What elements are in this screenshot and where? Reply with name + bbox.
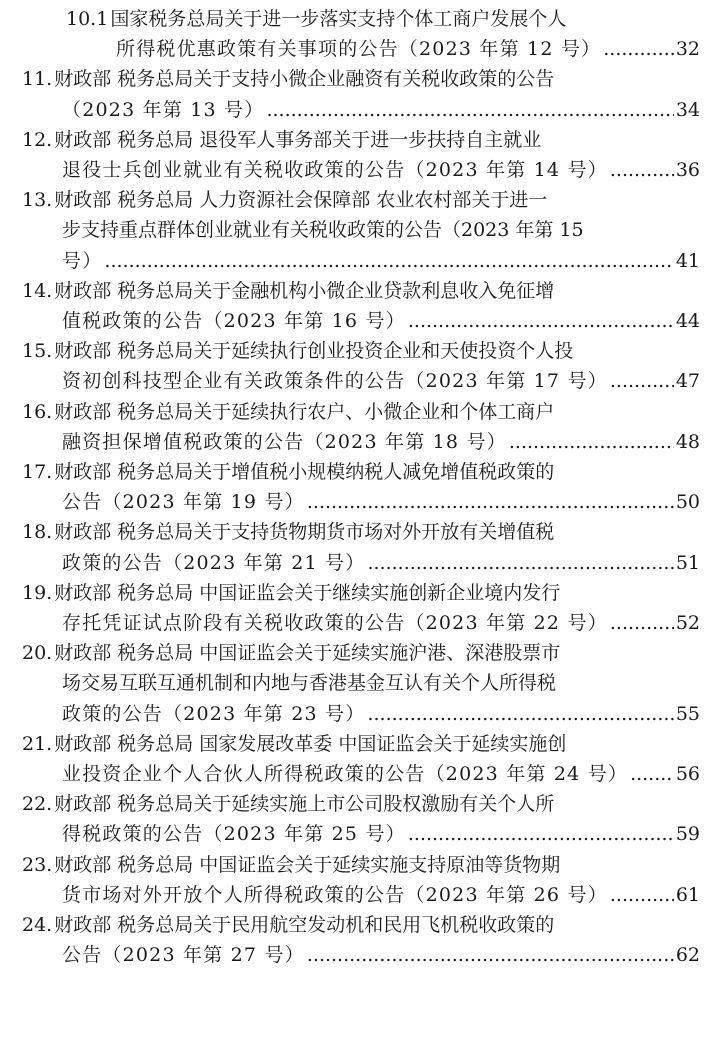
toc-entry-line <box>22 125 700 155</box>
toc-entry-title: 财政部 税务总局 中国证监会关于继续实施创新企业境内发行 <box>54 581 561 604</box>
toc-page-number: 32 <box>675 38 700 61</box>
toc-entry-last-line <box>116 34 700 64</box>
toc-entry-line <box>22 185 700 215</box>
toc-entry-title: 公告（2023 年第 27 号） <box>62 944 305 967</box>
toc-entry-line <box>66 4 700 34</box>
toc-entry-number: 13. <box>22 189 53 212</box>
toc-entry-number: 10.1 <box>66 8 109 30</box>
toc-entry-line <box>22 397 700 427</box>
toc-leader-dots <box>307 487 674 517</box>
toc-page-number: 51 <box>675 551 700 574</box>
toc-page-number: 50 <box>675 491 700 514</box>
toc-leader-dots <box>104 246 673 276</box>
toc-leader-dots <box>610 880 674 910</box>
toc-entry-line <box>22 578 700 608</box>
toc-entry-number: 22. <box>22 793 53 816</box>
toc-entry-line <box>22 64 700 94</box>
toc-page-number: 34 <box>675 98 700 121</box>
toc-entry-title: 融资担保增值税政策的公告（2023 年第 18 号） <box>62 430 507 453</box>
toc-entry-number: 12. <box>22 128 53 151</box>
toc-leader-dots <box>266 95 673 125</box>
toc-entry-number: 14. <box>22 279 53 302</box>
toc-entry-title: 存托凭证试点阶段有关税收政策的公告（2023 年第 22 号） <box>62 612 608 634</box>
toc-entry-last-line <box>62 608 700 638</box>
toc-entry-number: 23. <box>22 853 53 876</box>
toc-entry-title: 财政部 税务总局关于支持货物期货市场对外开放有关增值税 <box>54 521 555 544</box>
toc-entry-number: 20. <box>22 642 53 665</box>
toc-entry-title: 财政部 税务总局 人力资源社会保障部 农业农村部关于进一 <box>54 189 548 212</box>
toc-entry-title: 号） <box>62 249 103 272</box>
toc-entry-title: 货市场对外开放个人所得税政策的公告（2023 年第 26 号） <box>62 883 608 906</box>
toc-entry-last-line <box>62 759 700 789</box>
toc-entry-title: 财政部 税务总局关于增值税小规模纳税人减免增值税政策的 <box>54 461 555 483</box>
toc-entry-line <box>22 910 700 940</box>
toc-entry-last-line <box>62 548 700 578</box>
toc-page-number: 36 <box>675 159 700 181</box>
toc-entry-title: 业投资企业个人合伙人所得税政策的公告（2023 年第 24 号） <box>62 763 629 785</box>
toc-page-number: 47 <box>675 370 700 393</box>
toc-entry-line <box>62 215 700 245</box>
toc-entry-number: 21. <box>22 732 53 755</box>
toc-leader-dots <box>408 819 674 849</box>
toc-leader-dots <box>367 548 673 578</box>
toc-leader-dots <box>509 427 674 457</box>
toc-entry-title: 退役士兵创业就业有关税收政策的公告（2023 年第 14 号） <box>62 159 608 181</box>
toc-entry-last-line <box>62 246 700 276</box>
toc-entry-last-line <box>62 366 700 396</box>
toc-entry-number: 18. <box>22 521 53 544</box>
toc-entry-line <box>22 638 700 668</box>
toc-leader-dots <box>610 608 674 638</box>
toc-entry-title: 场交易互联互通机制和内地与香港基金互认有关个人所得税 <box>62 672 557 695</box>
toc-page-number: 61 <box>675 883 700 906</box>
toc-entry-last-line <box>62 819 700 849</box>
toc-leader-dots <box>367 699 673 729</box>
toc-entry-title: 财政部 税务总局关于延续执行创业投资企业和天使投资个人投 <box>54 340 574 363</box>
toc-entry-title: 所得税优惠政策有关事项的公告（2023 年第 12 号） <box>116 38 602 61</box>
toc-entry-last-line <box>62 427 700 457</box>
toc-entry-line <box>22 276 700 306</box>
toc-entry-line <box>22 789 700 819</box>
toc-leader-dots <box>307 940 674 970</box>
toc-entry-number: 17. <box>22 461 53 483</box>
toc-leader-dots <box>610 155 674 185</box>
toc-entry-title: 国家税务总局关于进一步落实支持个体工商户发展个人 <box>110 8 567 30</box>
toc-entry-title: 步支持重点群体创业就业有关税收政策的公告（2023 年第 15 <box>62 219 584 242</box>
toc-entry-title: 财政部 税务总局关于延续实施上市公司股权激励有关个人所 <box>54 793 555 816</box>
toc-entry-number: 16. <box>22 400 53 423</box>
toc-entry-title: 财政部 税务总局 中国证监会关于延续实施沪港、深港股票市 <box>54 642 561 665</box>
toc-leader-dots <box>603 34 674 64</box>
toc-entry-line <box>22 336 700 366</box>
toc-page-number: 41 <box>675 249 700 272</box>
toc-entry-number: 11. <box>22 68 53 91</box>
toc-entry-title: 得税政策的公告（2023 年第 25 号） <box>62 823 406 846</box>
toc-entry-title: 财政部 税务总局关于支持小微企业融资有关税收政策的公告 <box>54 68 555 91</box>
toc-page-number: 56 <box>675 763 700 785</box>
toc-page-number: 52 <box>675 612 700 634</box>
toc-entry-last-line <box>62 95 700 125</box>
toc-page-number: 55 <box>675 702 700 725</box>
toc-entry-last-line <box>62 306 700 336</box>
toc-entry-number: 19. <box>22 581 53 604</box>
toc-entry-last-line <box>62 487 700 517</box>
toc-entry-last-line <box>62 880 700 910</box>
toc-entry-last-line <box>62 699 700 729</box>
toc-entry-number: 24. <box>22 914 53 936</box>
toc-page-number: 44 <box>675 310 700 332</box>
toc-entry-title: （2023 年第 13 号） <box>62 98 265 121</box>
toc-entry-title: 值税政策的公告（2023 年第 16 号） <box>62 310 406 332</box>
toc-entry-number: 15. <box>22 340 53 363</box>
toc-entry-title: 政策的公告（2023 年第 23 号） <box>62 702 366 725</box>
toc-page-number: 62 <box>675 944 700 967</box>
toc-entry-line <box>22 850 700 880</box>
toc-entry-title: 财政部 税务总局关于金融机构小微企业贷款利息收入免征增 <box>54 279 555 302</box>
toc-page-number: 48 <box>675 430 700 453</box>
toc-entry-line <box>22 517 700 547</box>
toc-entry-last-line <box>62 155 700 185</box>
toc-entry-title: 财政部 税务总局 国家发展改革委 中国证监会关于延续实施创 <box>54 732 567 755</box>
toc-entry-title: 财政部 税务总局 中国证监会关于延续实施支持原油等货物期 <box>54 853 561 876</box>
toc-leader-dots <box>630 759 674 789</box>
toc-entry-title: 财政部 税务总局关于民用航空发动机和民用飞机税收政策的 <box>54 914 555 936</box>
toc-entry-title: 政策的公告（2023 年第 21 号） <box>62 551 366 574</box>
toc-entry-line <box>22 457 700 487</box>
toc-page-number: 59 <box>675 823 700 846</box>
toc-entry-title: 财政部 税务总局 退役军人事务部关于进一步扶持自主就业 <box>54 128 542 151</box>
toc-entry-title: 资初创科技型企业有关政策条件的公告（2023 年第 17 号） <box>62 370 608 393</box>
toc-entry-title: 公告（2023 年第 19 号） <box>62 491 305 514</box>
toc-entry-line <box>62 668 700 698</box>
toc-leader-dots <box>610 366 674 396</box>
toc-entry-title: 财政部 税务总局关于延续执行农户、小微企业和个体工商户 <box>54 400 555 423</box>
toc-leader-dots <box>408 306 674 336</box>
toc-entry-line <box>22 729 700 759</box>
toc-entry-last-line <box>62 940 700 970</box>
